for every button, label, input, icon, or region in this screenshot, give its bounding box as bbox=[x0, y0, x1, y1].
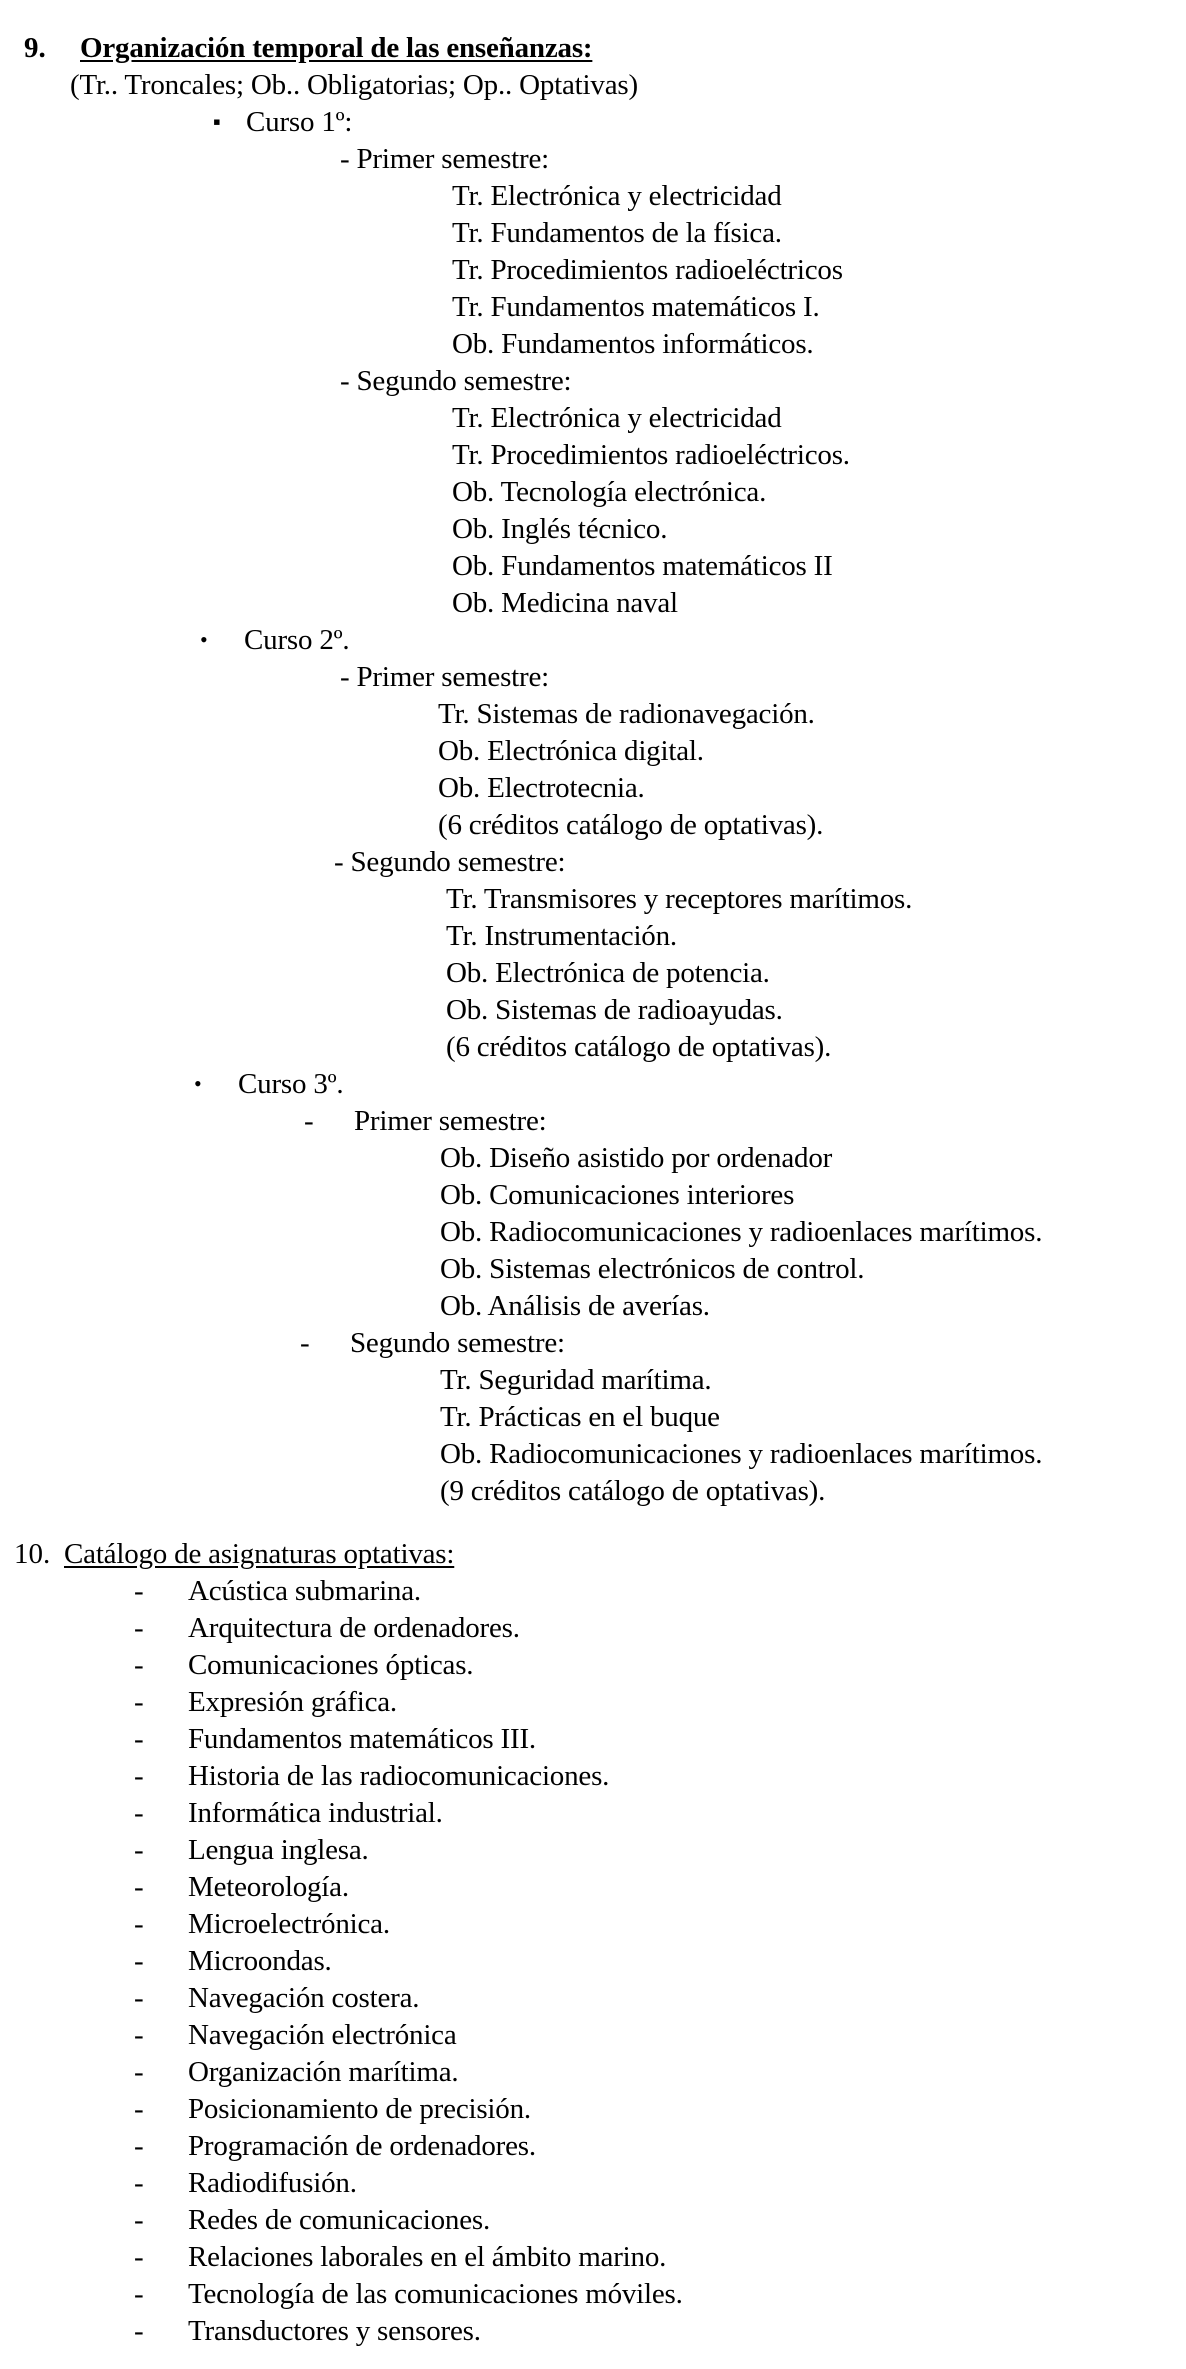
optativa-8: Lengua inglesa. bbox=[188, 1834, 369, 1866]
course-2-semester-1-label: - Primer semestre: bbox=[340, 661, 550, 693]
optativa-7-dash: - bbox=[134, 1797, 144, 1829]
optativa-11: Microondas. bbox=[188, 1945, 332, 1977]
optativa-13: Navegación electrónica bbox=[188, 2019, 457, 2051]
optativa-19: Relaciones laborales en el ámbito marino. bbox=[188, 2241, 667, 2273]
optativa-8-dash: - bbox=[134, 1834, 144, 1866]
course-3-bullet: • bbox=[194, 1071, 202, 1096]
section-9-title: Organización temporal de las enseñanzas: bbox=[80, 32, 593, 64]
optativa-15: Posicionamiento de precisión. bbox=[188, 2093, 531, 2125]
course-3-semester-1-label: Primer semestre: bbox=[354, 1105, 547, 1137]
optativa-3: Comunicaciones ópticas. bbox=[188, 1649, 474, 1681]
optativa-2: Arquitectura de ordenadores. bbox=[188, 1612, 520, 1644]
course-1-s2-subject-3: Ob. Tecnología electrónica. bbox=[452, 476, 767, 508]
optativa-5-dash: - bbox=[134, 1723, 144, 1755]
optativa-1: Acústica submarina. bbox=[188, 1575, 421, 1607]
optativa-10: Microelectrónica. bbox=[188, 1908, 390, 1940]
course-2-s2-subject-1: Tr. Transmisores y receptores marítimos. bbox=[446, 883, 913, 915]
optativa-21-dash: - bbox=[134, 2315, 144, 2347]
course-2-bullet: • bbox=[200, 627, 208, 652]
optativa-16-dash: - bbox=[134, 2130, 144, 2162]
optativa-14: Organización marítima. bbox=[188, 2056, 459, 2088]
course-3-semester-2-dash: - bbox=[300, 1327, 310, 1359]
course-2-s2-subject-5: (6 créditos catálogo de optativas). bbox=[446, 1031, 832, 1063]
optativa-18: Redes de comunicaciones. bbox=[188, 2204, 491, 2236]
course-1-semester-1-label: - Primer semestre: bbox=[340, 143, 550, 175]
optativa-4: Expresión gráfica. bbox=[188, 1686, 397, 1718]
course-3-s2-subject-2: Tr. Prácticas en el buque bbox=[440, 1401, 720, 1433]
optativa-19-dash: - bbox=[134, 2241, 144, 2273]
course-2-semester-2-label: - Segundo semestre: bbox=[334, 846, 566, 878]
optativa-15-dash: - bbox=[134, 2093, 144, 2125]
course-3-s1-subject-2: Ob. Comunicaciones interiores bbox=[440, 1179, 795, 1211]
optativa-14-dash: - bbox=[134, 2056, 144, 2088]
optativa-18-dash: - bbox=[134, 2204, 144, 2236]
course-3-s2-subject-1: Tr. Seguridad marítima. bbox=[440, 1364, 712, 1396]
course-3-s1-subject-4: Ob. Sistemas electrónicos de control. bbox=[440, 1253, 865, 1285]
course-1-label: Curso 1º: bbox=[246, 106, 353, 138]
course-1-semester-2-label: - Segundo semestre: bbox=[340, 365, 572, 397]
course-3-s2-subject-3: Ob. Radiocomunicaciones y radioenlaces marítimos. bbox=[440, 1438, 1043, 1470]
optativa-16: Programación de ordenadores. bbox=[188, 2130, 536, 2162]
course-1-s2-subject-5: Ob. Fundamentos matemáticos II bbox=[452, 550, 833, 582]
optativa-9-dash: - bbox=[134, 1871, 144, 1903]
section-10-title: Catálogo de asignaturas optativas: bbox=[64, 1538, 455, 1570]
course-3-s2-subject-4: (9 créditos catálogo de optativas). bbox=[440, 1475, 826, 1507]
course-1-s1-subject-3: Tr. Procedimientos radioeléctricos bbox=[452, 254, 843, 286]
course-1-s1-subject-4: Tr. Fundamentos matemáticos I. bbox=[452, 291, 820, 323]
section-10-number: 10. bbox=[14, 1538, 51, 1570]
course-3-semester-2-label: Segundo semestre: bbox=[350, 1327, 565, 1359]
course-1-s2-subject-1: Tr. Electrónica y electricidad bbox=[452, 402, 782, 434]
optativa-6-dash: - bbox=[134, 1760, 144, 1792]
course-1-s1-subject-1: Tr. Electrónica y electricidad bbox=[452, 180, 782, 212]
optativa-10-dash: - bbox=[134, 1908, 144, 1940]
optativa-6: Historia de las radiocomunicaciones. bbox=[188, 1760, 610, 1792]
course-3-s1-subject-5: Ob. Análisis de averías. bbox=[440, 1290, 710, 1322]
course-1-s1-subject-2: Tr. Fundamentos de la física. bbox=[452, 217, 782, 249]
course-1-s1-subject-5: Ob. Fundamentos informáticos. bbox=[452, 328, 814, 360]
optativa-17: Radiodifusión. bbox=[188, 2167, 357, 2199]
course-2-label: Curso 2º. bbox=[244, 624, 350, 656]
course-2-s2-subject-3: Ob. Electrónica de potencia. bbox=[446, 957, 770, 989]
course-2-s1-subject-4: (6 créditos catálogo de optativas). bbox=[438, 809, 824, 841]
optativa-20: Tecnología de las comunicaciones móviles. bbox=[188, 2278, 683, 2310]
optativa-1-dash: - bbox=[134, 1575, 144, 1607]
optativa-3-dash: - bbox=[134, 1649, 144, 1681]
course-2-s2-subject-2: Tr. Instrumentación. bbox=[446, 920, 677, 952]
course-2-s2-subject-4: Ob. Sistemas de radioayudas. bbox=[446, 994, 783, 1026]
optativa-12-dash: - bbox=[134, 1982, 144, 2014]
course-3-s1-subject-3: Ob. Radiocomunicaciones y radioenlaces marítimos. bbox=[440, 1216, 1043, 1248]
course-1-s2-subject-6: Ob. Medicina naval bbox=[452, 587, 678, 619]
optativa-11-dash: - bbox=[134, 1945, 144, 1977]
optativa-4-dash: - bbox=[134, 1686, 144, 1718]
course-3-semester-1-dash: - bbox=[304, 1105, 314, 1137]
optativa-5: Fundamentos matemáticos III. bbox=[188, 1723, 536, 1755]
course-1-s2-subject-2: Tr. Procedimientos radioeléctricos. bbox=[452, 439, 850, 471]
course-2-s1-subject-3: Ob. Electrotecnia. bbox=[438, 772, 645, 804]
optativa-7: Informática industrial. bbox=[188, 1797, 443, 1829]
course-2-s1-subject-2: Ob. Electrónica digital. bbox=[438, 735, 704, 767]
section-9-number: 9. bbox=[24, 32, 46, 64]
optativa-9: Meteorología. bbox=[188, 1871, 349, 1903]
optativa-12: Navegación costera. bbox=[188, 1982, 420, 2014]
course-3-label: Curso 3º. bbox=[238, 1068, 344, 1100]
course-3-s1-subject-1: Ob. Diseño asistido por ordenador bbox=[440, 1142, 833, 1174]
course-2-s1-subject-1: Tr. Sistemas de radionavegación. bbox=[438, 698, 815, 730]
course-1-s2-subject-4: Ob. Inglés técnico. bbox=[452, 513, 668, 545]
optativa-17-dash: - bbox=[134, 2167, 144, 2199]
optativa-20-dash: - bbox=[134, 2278, 144, 2310]
optativa-2-dash: - bbox=[134, 1612, 144, 1644]
section-9-legend: (Tr.. Troncales; Ob.. Obligatorias; Op.. Optativas) bbox=[70, 69, 638, 101]
optativa-13-dash: - bbox=[134, 2019, 144, 2051]
optativa-21: Transductores y sensores. bbox=[188, 2315, 481, 2347]
course-1-bullet: ▪ bbox=[213, 109, 221, 134]
